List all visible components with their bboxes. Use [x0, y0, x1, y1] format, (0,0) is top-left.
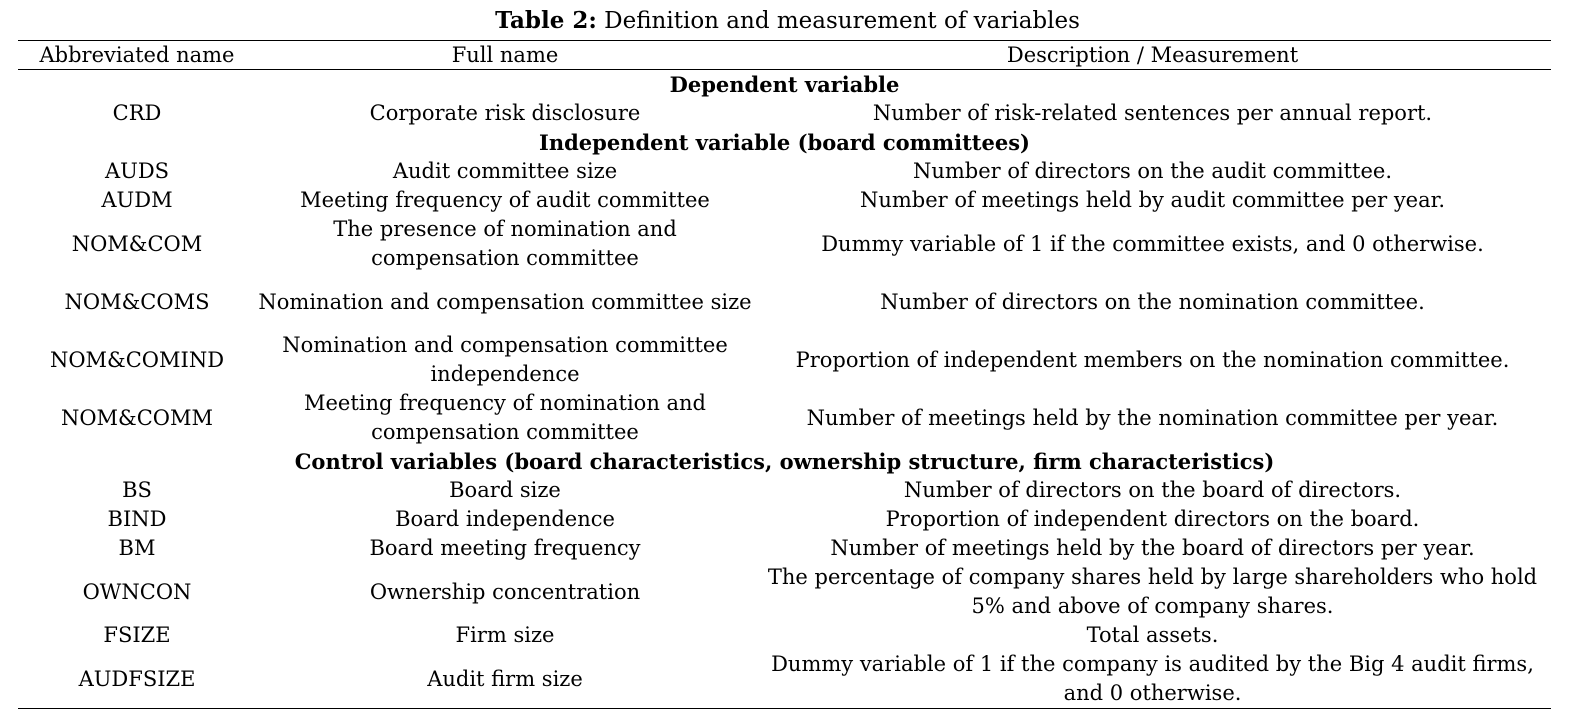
- header-full-name: Full name: [256, 41, 754, 70]
- table-row: [18, 99, 1551, 128]
- cell-abbr: FSIZE: [103, 623, 171, 647]
- cell-full: Meeting frequency of nomination and compensation committee: [303, 391, 707, 444]
- cell-abbr: AUDS: [104, 159, 170, 183]
- cell-abbr: BS: [122, 478, 152, 502]
- cell-desc: Proportion of independent members on the nomination committee.: [795, 347, 1510, 372]
- table-caption-title: Definition and measurement of variables: [604, 8, 1080, 34]
- cell-abbr: OWNCON: [82, 579, 192, 604]
- header-description: Description / Measurement: [754, 41, 1551, 70]
- section-title: Control variables (board characteristics, ownership structure, firm characteristics): [294, 449, 1275, 474]
- cell-full: Board meeting frequency: [369, 536, 641, 560]
- cell-desc: Number of directors on the board of directors.: [903, 478, 1402, 502]
- cell-desc: The percentage of company shares held by large shareholders who hold 5% and above of company shares.: [767, 565, 1538, 618]
- cell-desc: Number of risk-related sentences per annual report.: [872, 101, 1433, 125]
- cell-full: Nomination and compensation committee independence: [282, 333, 728, 386]
- cell-desc: Dummy variable of 1 if the company is audited by the Big 4 audit firms, and 0 otherwise.: [754, 650, 1551, 709]
- cell-full: Board size: [449, 478, 561, 502]
- section-row: [18, 128, 1551, 157]
- cell-full: Nomination and compensation committee size: [258, 289, 752, 314]
- section-row: [18, 447, 1551, 476]
- table-row: [18, 389, 1551, 447]
- cell-full: Meeting frequency of audit committee: [300, 188, 710, 212]
- header-abbreviated-name: Abbreviated name: [18, 41, 256, 70]
- section-row: [18, 70, 1551, 100]
- table-row: [18, 215, 1551, 273]
- variables-table: [18, 40, 1551, 709]
- table-row: [18, 505, 1551, 534]
- table-row: [18, 331, 1551, 389]
- table-row: [18, 157, 1551, 186]
- cell-desc: Number of meetings held by audit committee per year.: [859, 188, 1446, 212]
- cell-abbr: NOM&COMS: [64, 289, 210, 314]
- table-row: [18, 476, 1551, 505]
- header-row: [18, 41, 1551, 70]
- cell-abbr: NOM&COM: [71, 231, 203, 256]
- cell-abbr: NOM&COMM: [60, 405, 214, 430]
- cell-desc: Dummy variable of 1 if the committee exists, and 0 otherwise.: [821, 231, 1484, 256]
- table-caption-label: Table 2:: [495, 7, 597, 34]
- section-title: Dependent variable: [669, 72, 900, 97]
- table-row: [18, 534, 1551, 563]
- cell-desc: Number of meetings held by the nomination committee per year.: [806, 405, 1499, 430]
- table-row: [18, 621, 1551, 650]
- cell-abbr: NOM&COMIND: [49, 347, 225, 372]
- cell-abbr: AUDM: [101, 188, 173, 212]
- section-title: Independent variable (board committees): [539, 130, 1030, 155]
- table-row: [18, 186, 1551, 215]
- cell-full: Firm size: [455, 623, 555, 647]
- cell-desc: Number of meetings held by the board of directors per year.: [830, 536, 1475, 560]
- cell-full: The presence of nomination and compensation committee: [333, 217, 677, 270]
- cell-desc: Number of directors on the audit committee.: [912, 159, 1393, 183]
- table-caption: [0, 6, 1575, 36]
- table-row: [18, 563, 1551, 621]
- table-row: [18, 273, 1551, 331]
- cell-desc: Proportion of independent directors on the board.: [885, 507, 1420, 531]
- cell-full: Ownership concentration: [369, 579, 641, 604]
- cell-abbr: BIND: [107, 507, 167, 531]
- cell-abbr: AUDFSIZE: [18, 650, 256, 709]
- cell-desc: Number of directors on the nomination committee.: [880, 289, 1425, 314]
- table-row: [18, 650, 1551, 709]
- table-header: [18, 41, 1551, 70]
- cell-abbr: BM: [118, 536, 156, 560]
- cell-full: Audit firm size: [256, 650, 754, 709]
- cell-full: Board independence: [395, 507, 615, 531]
- table-body: [18, 70, 1551, 709]
- cell-abbr: CRD: [112, 101, 162, 125]
- cell-full: Audit committee size: [392, 159, 618, 183]
- cell-full: Corporate risk disclosure: [369, 101, 641, 125]
- cell-desc: Total assets.: [1086, 623, 1219, 647]
